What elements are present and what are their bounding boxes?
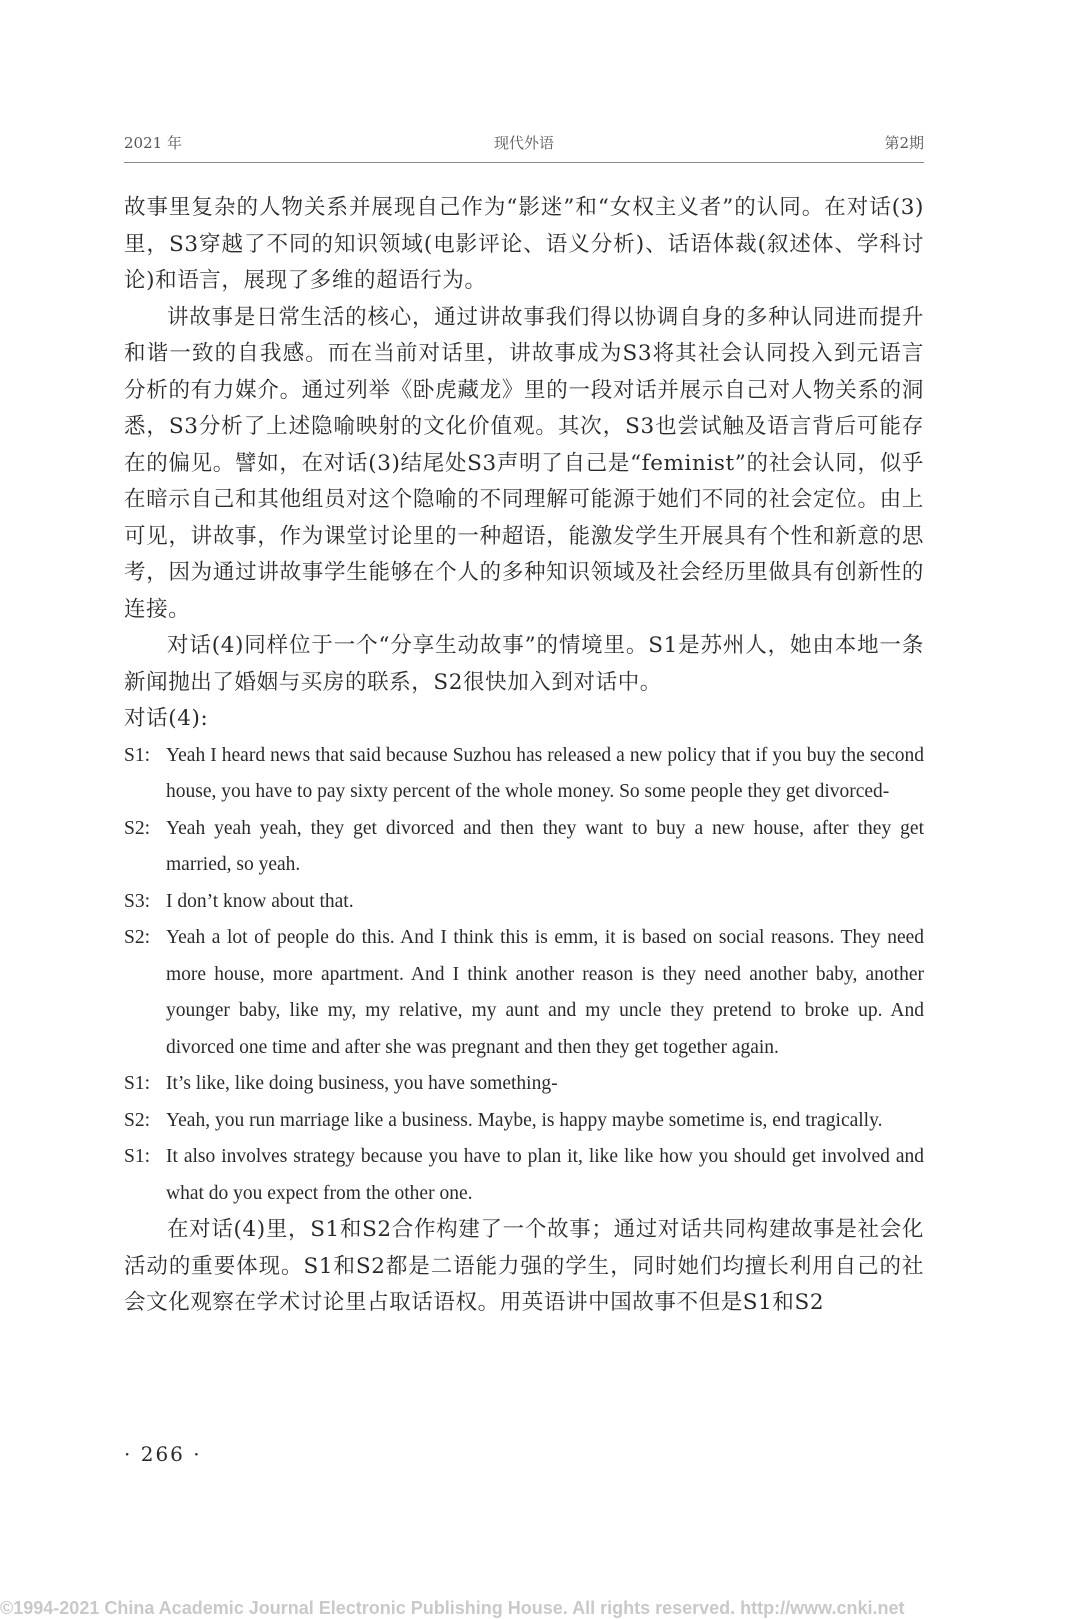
dialogue-turn <box>124 884 924 921</box>
header-issue: 第2期 <box>884 134 924 152</box>
utterance-text: I don’t know about that. <box>166 890 354 912</box>
utterance-text: It’s like, like doing business, you have something- <box>166 1073 558 1094</box>
header-journal-title: 现代外语 <box>493 134 554 152</box>
dialogue-turn <box>124 920 924 1066</box>
dialogue-label: 对话(4): <box>124 706 209 731</box>
copyright-watermark: ©1994-2021 China Academic Journal Electronic Publishing House. All rights reserved. http://www.cnki.net <box>0 1598 905 1618</box>
header-divider <box>124 162 924 163</box>
speaker-label: S3: <box>124 890 151 912</box>
utterance-text: Yeah a lot of people do this. And I think this is emm, it is based on social reasons. They need more house, more apartment. And I think another reason is they need another baby, another younger baby, like my, my relative, my aunt and my uncle they pretend to broke up. And divorced one time and after she was pregnant and then they get together again. <box>166 927 924 1058</box>
running-header <box>124 132 924 158</box>
speaker-label: S2: <box>124 927 151 948</box>
dialogue-turn <box>124 1139 924 1212</box>
dialogue-turn <box>124 1103 924 1140</box>
dialogue-turn <box>124 738 924 811</box>
paragraph-analysis: 在对话(4)里，S1和S2合作构建了一个故事；通过对话共同构建故事是社会化活动的重要体现。S1和S2都是二语能力强的学生，同时她们均擅长利用自己的社会文化观察在学术讨论里占取话语权。用英语讲中国故事不但是S1和S2 <box>124 1217 924 1315</box>
speaker-label: S1: <box>124 1146 151 1167</box>
dialogue-transcript <box>124 738 924 1213</box>
dialogue-turn <box>124 1066 924 1103</box>
speaker-label: S2: <box>124 817 151 839</box>
speaker-label: S1: <box>124 1073 151 1094</box>
utterance-text: Yeah yeah yeah, they get divorced and then they want to buy a new house, after they get married, so yeah. <box>166 817 924 875</box>
paragraph-storytelling: 讲故事是日常生活的核心，通过讲故事我们得以协调自身的多种认同进而提升和谐一致的自我感。而在当前对话里，讲故事成为S3将其社会认同投入到元语言分析的有力媒介。通过列举《卧虎藏龙》里的一段对话并展示自己对人物关系的洞悉，S3分析了上述隐喻映射的文化价值观。其次，S3也尝试触及语言背后可能存在的偏见。譬如，在对话(3)结尾处S3声明了自己是“feminist”的社会认同，似乎在暗示自己和其他组员对这个隐喻的不同理解可能源于她们不同的社会定位。由上可见，讲故事，作为课堂讨论里的一种超语，能激发学生开展具有个性和新意的思考，因为通过讲故事学生能够在个人的多种知识领域及社会经历里做具有创新性的连接。 <box>124 304 924 622</box>
page-number: · 266 · <box>124 1442 202 1466</box>
dialogue-turn <box>124 811 924 884</box>
speaker-label: S2: <box>124 1109 151 1131</box>
utterance-text: Yeah, you run marriage like a business. Maybe, is happy maybe sometime is, end tragically. <box>166 1109 883 1131</box>
speaker-label: S1: <box>124 744 151 766</box>
paragraph-continuation: 故事里复杂的人物关系并展现自己作为“影迷”和“女权主义者”的认同。在对话(3)里，S3穿越了不同的知识领域(电影评论、语义分析)、话语体裁(叙述体、学科讨论)和语言，展现了多维的超语行为。 <box>124 195 924 293</box>
utterance-text: Yeah I heard news that said because Suzhou has released a new policy that if you buy the second house, you have to pay sixty percent of the whole money. So some people they get divorced- <box>166 744 924 802</box>
paragraph-dialogue-intro: 对话(4)同样位于一个“分享生动故事”的情境里。S1是苏州人，她由本地一条新闻抛出了婚姻与买房的联系，S2很快加入到对话中。 <box>124 633 924 695</box>
header-year: 2021 年 <box>124 134 182 152</box>
utterance-text: It also involves strategy because you have to plan it, like like how you should get involved and what do you expect from the other one. <box>166 1146 924 1204</box>
page-body <box>124 190 924 1322</box>
